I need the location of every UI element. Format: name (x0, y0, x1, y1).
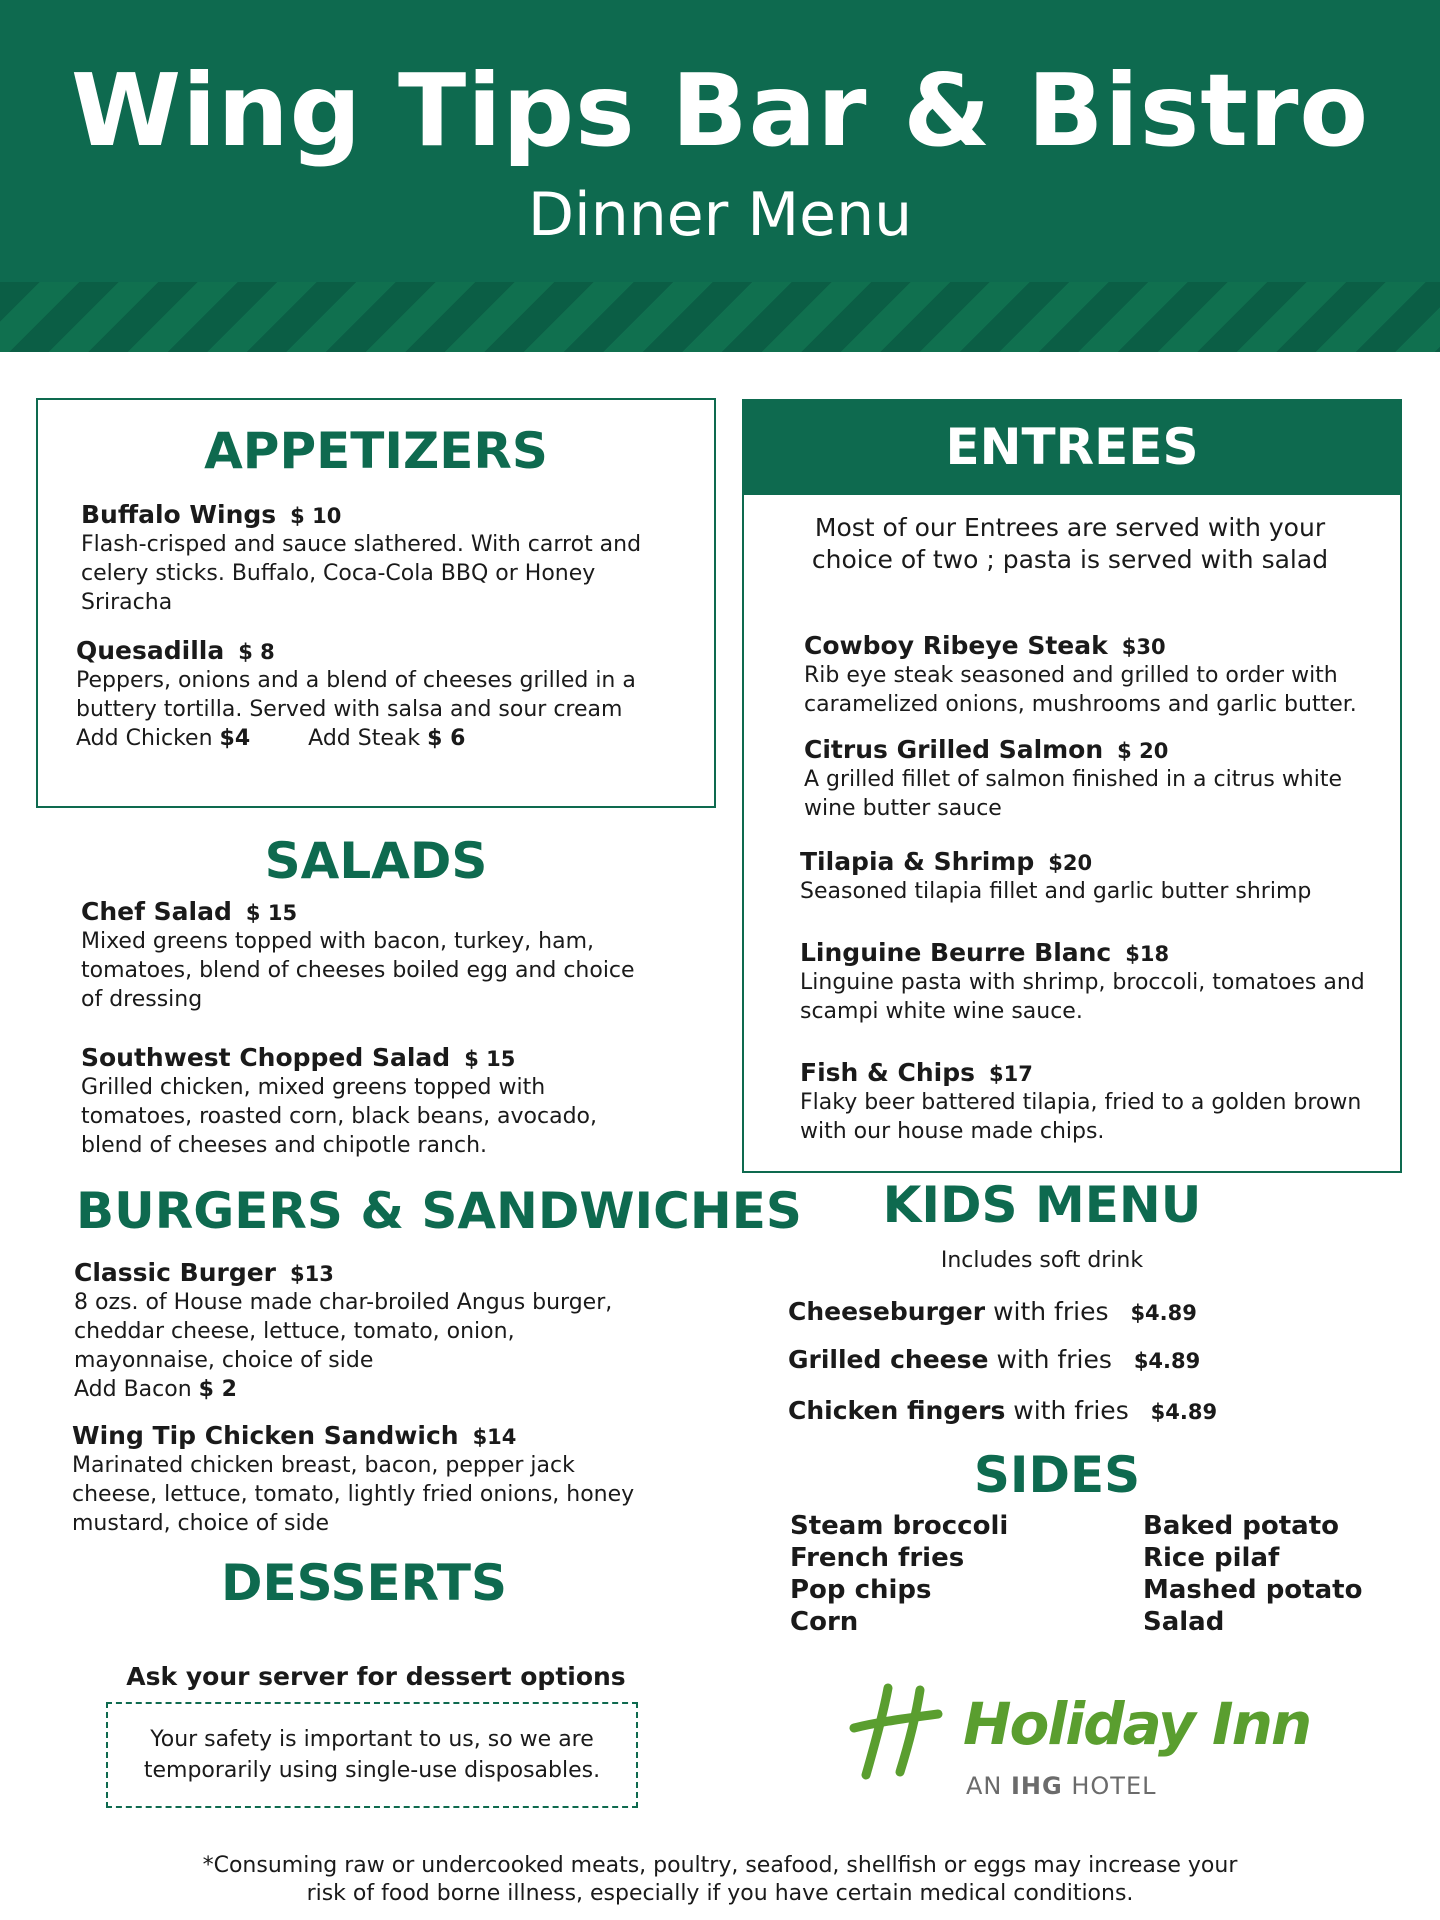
item-name: Classic Burger (74, 1258, 277, 1287)
item-price: $17 (989, 1062, 1033, 1086)
kids-item-name: Grilled cheese (788, 1345, 989, 1374)
holiday-inn-logo (848, 1680, 1311, 1810)
logo-brand: Holiday Inn (963, 1690, 1311, 1758)
sides-left-column (790, 1510, 1008, 1638)
addon-label: Add Chicken (76, 726, 213, 751)
side-item: Salad (1143, 1607, 1225, 1637)
side-item: Corn (790, 1607, 859, 1637)
disclaimer-line: *Consuming raw or undercooked meats, poultry, seafood, shellfish or eggs may increase your (202, 1853, 1238, 1878)
addon-line (76, 724, 676, 753)
addon-label: Add Bacon (74, 1377, 192, 1402)
menu-item (76, 636, 676, 753)
entrees-intro: Most of our Entrees are served with your choice of two ; pasta is served with salad (811, 513, 1329, 574)
menu-subtitle: Dinner Menu (527, 180, 913, 250)
safety-notice-box (106, 1702, 638, 1808)
menu-item (72, 1421, 662, 1538)
item-price: $ 20 (1117, 739, 1169, 763)
kids-item-suffix: with fries (996, 1345, 1112, 1374)
entrees-title: ENTREES (742, 399, 1402, 495)
header-banner (0, 0, 1440, 352)
kids-title: KIDS MENU (882, 1176, 1202, 1234)
side-item: French fries (790, 1543, 965, 1573)
addon-label: Add Steak (308, 726, 421, 751)
side-item: Steam broccoli (790, 1511, 1009, 1541)
item-description: Peppers, onions and a blend of cheeses grilled in a buttery tortilla. Served with salsa and sour cream (76, 668, 636, 722)
item-name: Chef Salad (81, 897, 232, 926)
item-name: Quesadilla (76, 636, 225, 665)
item-description: Grilled chicken, mixed greens topped with tomatoes, roasted corn, black beans, avocado, blend of cheeses and chipotle ranch. (81, 1075, 598, 1158)
sides-title: SIDES (973, 1446, 1141, 1504)
item-name: Cowboy Ribeye Steak (804, 631, 1108, 660)
item-name: Buffalo Wings (81, 500, 277, 529)
disclaimer-line: risk of food borne illness, especially if you have certain medical conditions. (306, 1881, 1134, 1906)
side-item: Rice pilaf (1143, 1543, 1280, 1573)
menu-item (800, 1058, 1380, 1146)
item-name: Southwest Chopped Salad (81, 1043, 451, 1072)
appetizers-title: APPETIZERS (204, 422, 548, 480)
addon-price: $ 2 (198, 1377, 237, 1402)
burgers-title: BURGERS & SANDWICHES (76, 1182, 802, 1240)
menu-item (800, 938, 1370, 1026)
item-description: Rib eye steak seasoned and grilled to order with caramelized onions, mushrooms and garlic butter. (804, 663, 1357, 717)
logo-tagline-post: HOTEL (1062, 1772, 1157, 1800)
header-stripes (0, 282, 1440, 352)
item-price: $20 (1048, 851, 1093, 875)
item-description: 8 ozs. of House made char-broiled Angus burger, cheddar cheese, lettuce, tomato, onion, mayonnaise, choice of side (74, 1290, 613, 1373)
kids-item-suffix: with fries (1013, 1396, 1129, 1425)
item-description: A grilled fillet of salmon finished in a citrus white wine butter sauce (804, 767, 1343, 821)
side-item: Pop chips (790, 1575, 932, 1605)
kids-item (788, 1296, 1197, 1329)
kids-item-price: $4.89 (1150, 1400, 1218, 1424)
logo-tagline (966, 1772, 1156, 1800)
kids-item-price: $4.89 (1133, 1349, 1201, 1373)
menu-item (804, 735, 1374, 823)
safety-notice: Your safety is important to us, so we are temporarily using single-use disposables. (143, 1727, 601, 1783)
item-name: Wing Tip Chicken Sandwich (72, 1421, 459, 1450)
sides-right-column (1143, 1510, 1362, 1638)
addon-line (74, 1375, 634, 1404)
kids-item-price: $4.89 (1130, 1301, 1197, 1325)
item-price: $14 (472, 1425, 517, 1449)
menu-item (74, 1258, 634, 1404)
addon-price: $ 6 (427, 726, 466, 751)
item-price: $ 8 (238, 640, 275, 664)
food-safety-disclaimer (0, 1852, 1440, 1908)
menu-item (800, 847, 1370, 906)
item-name: Tilapia & Shrimp (800, 847, 1035, 876)
item-price: $13 (290, 1262, 334, 1286)
item-price: $18 (1125, 942, 1170, 966)
item-name: Linguine Beurre Blanc (800, 938, 1112, 967)
kids-item-name: Chicken fingers (788, 1396, 1006, 1425)
side-item: Baked potato (1143, 1511, 1339, 1541)
item-description: Flash-crisped and sauce slathered. With carrot and celery sticks. Buffalo, Coca-Cola BBQ or Honey Sriracha (81, 532, 642, 615)
addon-price: $4 (219, 726, 251, 751)
logo-tagline-pre: AN (966, 1772, 1011, 1800)
item-price: $ 10 (290, 504, 342, 528)
salads-title: SALADS (264, 832, 488, 890)
item-description: Marinated chicken breast, bacon, pepper jack cheese, lettuce, tomato, lightly fried onions, honey mustard, choice of side (72, 1453, 635, 1536)
item-name: Fish & Chips (800, 1058, 976, 1087)
dessert-note: Ask your server for dessert options (126, 1662, 626, 1691)
item-description: Mixed greens topped with bacon, turkey, ham, tomatoes, blend of cheeses boiled egg and choice of dressing (81, 929, 635, 1012)
side-item: Mashed potato (1143, 1575, 1363, 1605)
logo-tagline-bold: IHG (1011, 1772, 1063, 1800)
item-price: $30 (1121, 635, 1166, 659)
kids-note: Includes soft drink (940, 1248, 1144, 1273)
desserts-title: DESSERTS (221, 1554, 507, 1612)
menu-item (81, 897, 661, 1014)
item-price: $ 15 (245, 901, 298, 925)
restaurant-title: Wing Tips Bar & Bistro (70, 52, 1370, 169)
item-description: Flaky beer battered tilapia, fried to a golden brown with our house made chips. (800, 1090, 1362, 1144)
item-name: Citrus Grilled Salmon (804, 735, 1104, 764)
kids-item-suffix: with fries (993, 1297, 1109, 1326)
menu-item (81, 500, 681, 617)
kids-item (788, 1395, 1217, 1428)
item-description: Seasoned tilapia fillet and garlic butter shrimp (800, 879, 1312, 904)
menu-item (81, 1043, 641, 1160)
kids-item-name: Cheeseburger (788, 1297, 986, 1326)
item-description: Linguine pasta with shrimp, broccoli, tomatoes and scampi white wine sauce. (800, 970, 1365, 1024)
item-price: $ 15 (464, 1047, 516, 1071)
menu-item (804, 631, 1374, 719)
kids-item (788, 1344, 1200, 1377)
